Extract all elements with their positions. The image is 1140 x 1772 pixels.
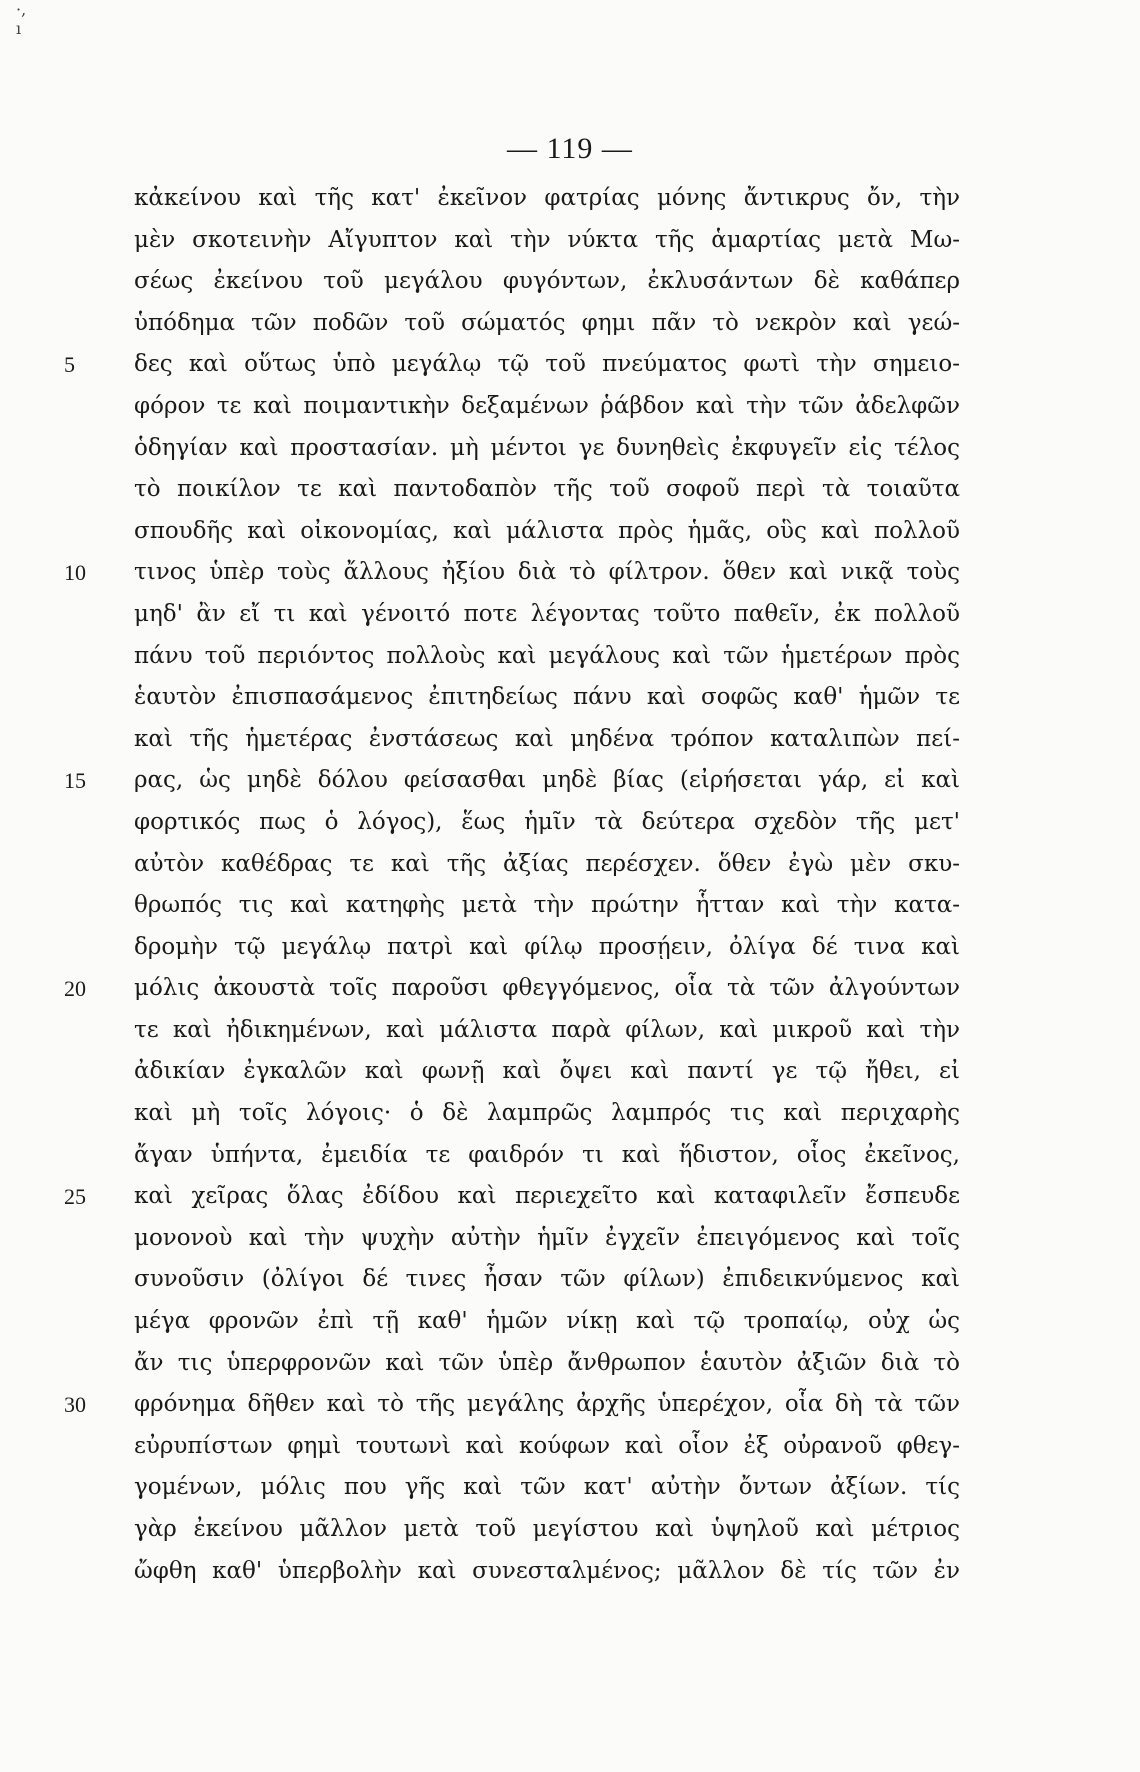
line-text: τὸ ποικίλον τε καὶ παντοδαπὸν τῆς τοῦ σοφοῦ περὶ τὰ τοιαῦτα xyxy=(134,476,960,503)
line-text: δες καὶ οὕτως ὑπὸ μεγάλῳ τῷ τοῦ πνεύματος φωτὶ τὴν σημειο- xyxy=(134,351,960,378)
line-text: θρωπός τις καὶ κατηφὴς μετὰ τὴν πρώτην ἧτταν καὶ τὴν κατα- xyxy=(134,892,960,919)
line-text: δρομὴν τῷ μεγάλῳ πατρὶ καὶ φίλῳ προσῄειν, ὀλίγα δέ τινα καὶ xyxy=(134,933,960,960)
text-line xyxy=(0,802,1140,844)
line-text: εὐρυπίστων φημὶ τουτωνὶ καὶ κούφων καὶ οἷον ἐξ οὐρανοῦ φθεγ- xyxy=(134,1432,960,1459)
text-line xyxy=(0,344,1140,386)
line-text: αὐτὸν καθέδρας τε καὶ τῆς ἀξίας περέσχεν. ὅθεν ἐγὼ μὲν σκυ- xyxy=(134,850,960,877)
text-line xyxy=(0,1093,1140,1135)
text-line xyxy=(0,1384,1140,1426)
text-line xyxy=(0,844,1140,886)
text-line xyxy=(0,1426,1140,1468)
line-text: ἑαυτὸν ἐπισπασάμενος ἐπιτηδείως πάνυ καὶ σοφῶς καθ' ἡμῶν τε xyxy=(134,684,960,711)
line-number: 30 xyxy=(64,1392,86,1418)
line-text: καὶ τῆς ἡμετέρας ἐνστάσεως καὶ μηδένα τρόπον καταλιπὼν πεί- xyxy=(134,725,960,752)
line-text: ἄγαν ὑπήντα, ἐμειδία τε φαιδρόν τι καὶ ἥδιστον, οἷος ἐκεῖνος, xyxy=(134,1141,960,1168)
line-number: 5 xyxy=(64,352,75,378)
line-text: φρόνημα δῆθεν καὶ τὸ τῆς μεγάλης ἀρχῆς ὑπερέχον, οἷα δὴ τὰ τῶν xyxy=(134,1391,960,1418)
line-text: μὲν σκοτεινὴν Αἴγυπτον καὶ τὴν νύκτα τῆς ἁμαρτίας μετὰ Μω- xyxy=(134,226,960,253)
text-line xyxy=(0,885,1140,927)
line-number: 15 xyxy=(64,768,86,794)
text-line xyxy=(0,220,1140,262)
line-text: γομένων, μόλις που γῆς καὶ τῶν κατ' αὐτὴν ὄντων ἀξίων. τίς xyxy=(134,1474,960,1501)
text-line xyxy=(0,719,1140,761)
line-text: σπουδῆς καὶ οἰκονομίας, καὶ μάλιστα πρὸς ἡμᾶς, οὓς καὶ πολλοῦ xyxy=(134,517,960,544)
line-text: φορτικός πως ὁ λόγος), ἕως ἡμῖν τὰ δεύτερα σχεδὸν τῆς μετ' xyxy=(134,808,960,835)
text-line xyxy=(0,1509,1140,1551)
line-text: ἄν τις ὑπερφρονῶν καὶ τῶν ὑπὲρ ἄνθρωπον ἑαυτὸν ἀξιῶν διὰ τὸ xyxy=(134,1349,960,1376)
line-number: 10 xyxy=(64,560,86,586)
text-line xyxy=(0,927,1140,969)
text-line xyxy=(0,594,1140,636)
scan-mark: ·, ı xyxy=(16,0,27,38)
text-line xyxy=(0,1218,1140,1260)
line-text: σέως ἐκείνου τοῦ μεγάλου φυγόντων, ἐκλυσάντων δὲ καθάπερ xyxy=(134,268,960,295)
text-line xyxy=(0,552,1140,594)
text-line xyxy=(0,968,1140,1010)
line-text: τε καὶ ἠδικημένων, καὶ μάλιστα παρὰ φίλων, καὶ μικροῦ καὶ τὴν xyxy=(134,1016,960,1043)
page-number: — 119 — xyxy=(507,132,633,165)
line-text: συνοῦσιν (ὀλίγοι δέ τινες ἦσαν τῶν φίλων) ἐπιδεικνύμενος καὶ xyxy=(134,1266,960,1293)
text-line xyxy=(0,636,1140,678)
text-line xyxy=(0,1259,1140,1301)
line-text: τινος ὑπὲρ τοὺς ἄλλους ἠξίου διὰ τὸ φίλτρον. ὅθεν καὶ νικᾷ τοὺς xyxy=(134,559,960,586)
line-text: μηδ' ἂν εἴ τι καὶ γένοιτό ποτε λέγοντας τοῦτο παθεῖν, ἐκ πολλοῦ xyxy=(134,600,960,627)
line-text: πάνυ τοῦ περιόντος πολλοὺς καὶ μεγάλους καὶ τῶν ἡμετέρων πρὸς xyxy=(134,642,960,669)
text-line xyxy=(0,1010,1140,1052)
line-text: ὤφθη καθ' ὑπερβολὴν καὶ συνεσταλμένος; μᾶλλον δὲ τίς τῶν ἐν xyxy=(134,1557,960,1584)
text-line xyxy=(0,303,1140,345)
text-line xyxy=(0,677,1140,719)
text-line xyxy=(0,1301,1140,1343)
text-line xyxy=(0,261,1140,303)
text-line xyxy=(0,469,1140,511)
line-text: μέγα φρονῶν ἐπὶ τῇ καθ' ἡμῶν νίκῃ καὶ τῷ τροπαίῳ, οὐχ ὡς xyxy=(134,1308,960,1335)
line-text: γὰρ ἐκείνου μᾶλλον μετὰ τοῦ μεγίστου καὶ ὑψηλοῦ καὶ μέτριος xyxy=(134,1516,960,1542)
text-line xyxy=(0,1551,1140,1593)
text-line xyxy=(0,511,1140,553)
line-text: μόλις ἀκουστὰ τοῖς παροῦσι φθεγγόμενος, οἷα τὰ τῶν ἀλγούντων xyxy=(134,975,960,1002)
text-line xyxy=(0,760,1140,802)
line-text: ἀδικίαν ἐγκαλῶν καὶ φωνῇ καὶ ὄψει καὶ παντί γε τῷ ἤθει, εἰ xyxy=(134,1058,960,1085)
line-text: καὶ μὴ τοῖς λόγοις· ὁ δὲ λαμπρῶς λαμπρός τις καὶ περιχαρὴς xyxy=(134,1100,960,1127)
line-number: 20 xyxy=(64,976,86,1002)
line-text: ὑπόδημα τῶν ποδῶν τοῦ σώματός φημι πᾶν τὸ νεκρὸν καὶ γεώ- xyxy=(134,309,960,336)
line-text: ρας, ὡς μηδὲ δόλου φείσασθαι μηδὲ βίας (εἰρήσεται γάρ, εἰ καὶ xyxy=(134,767,960,794)
text-line xyxy=(0,178,1140,220)
line-text: καὶ χεῖρας ὅλας ἐδίδου καὶ περιεχεῖτο καὶ καταφιλεῖν ἔσπευδε xyxy=(134,1183,960,1210)
line-number: 25 xyxy=(64,1184,86,1210)
text-line xyxy=(0,1135,1140,1177)
line-text: μονονοὺ καὶ τὴν ψυχὴν αὐτὴν ἡμῖν ἐγχεῖν ἐπειγόμενος καὶ τοῖς xyxy=(134,1224,960,1251)
line-text: φόρον τε καὶ ποιμαντικὴν δεξαμένων ῥάβδον καὶ τὴν τῶν ἀδελφῶν xyxy=(134,392,960,419)
text-line xyxy=(0,1051,1140,1093)
text-line xyxy=(0,428,1140,470)
text-body xyxy=(0,178,1140,1592)
line-text: κἀκείνου καὶ τῆς κατ' ἐκεῖνον φατρίας μόνης ἄντικρυς ὄν, τὴν xyxy=(134,185,960,211)
text-line xyxy=(0,386,1140,428)
line-text: ὁδηγίαν καὶ προστασίαν. μὴ μέντοι γε δυνηθεὶς ἐκφυγεῖν εἰς τέλος xyxy=(134,434,960,461)
text-line xyxy=(0,1467,1140,1509)
text-line xyxy=(0,1343,1140,1385)
text-line xyxy=(0,1176,1140,1218)
